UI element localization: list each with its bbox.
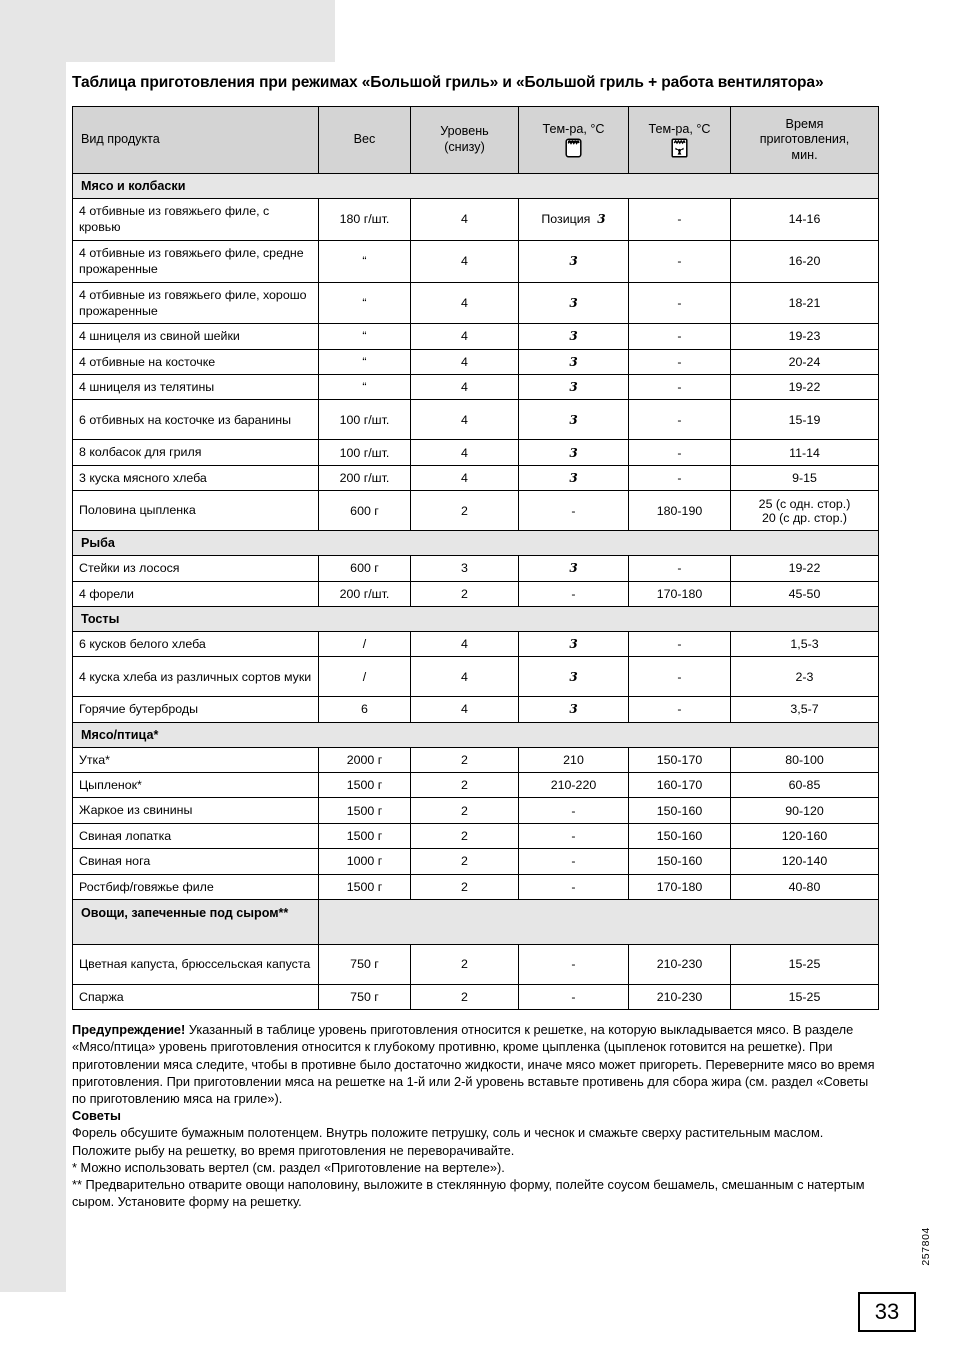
table-row xyxy=(73,349,879,374)
column-header-temp-grill xyxy=(519,107,629,174)
cell-temp-grill-fan: 150-160 xyxy=(629,823,731,848)
table-section-label: Мясо и колбаски xyxy=(73,174,879,199)
warning-text: Указанный в таблице уровень приготовления относится к решетке, на которую выкладывается мясо. В разделе «Мясо/птица» уровень приготовления относится к глубокому противню, кроме цыпленка (цыпленок готовится на решетке). При приготовлении мяса следите, чтобы в противне было достаточно жидкости, иначе мясо может пригореть. Переверните мясо во время приготовления. При приготовлении мяса на решетке на 1-й или 2-й уровень вставьте противень для сбора жира (см. раздел «Советы по приготовлению мяса на гриле»). xyxy=(72,1022,875,1107)
cell-time: 11-14 xyxy=(731,440,879,465)
cell-weight: 180 г/шт. xyxy=(319,199,411,241)
cell-temp-grill: - xyxy=(519,984,629,1009)
cell-product-name: Спаржа xyxy=(73,984,319,1009)
cell-product-name: 4 форели xyxy=(73,581,319,606)
grill-position-glyph: 3 xyxy=(569,254,578,269)
column-header-product: Вид продукта xyxy=(73,107,319,174)
cell-temp-grill: - xyxy=(519,849,629,874)
cell-weight: “ xyxy=(319,375,411,400)
cell-time: 19-23 xyxy=(731,324,879,349)
cell-product-name: 4 отбивные из говяжьего филе, с кровью xyxy=(73,199,319,241)
cell-product-name: 4 шницеля из свиной шейки xyxy=(73,324,319,349)
cell-product-name: Жаркое из свинины xyxy=(73,798,319,823)
cell-time: 18-21 xyxy=(731,282,879,324)
cell-weight: 1500 г xyxy=(319,823,411,848)
cell-time: 60-85 xyxy=(731,773,879,798)
cell-temp-grill-fan: - xyxy=(629,324,731,349)
cell-product-name: 6 кусков белого хлеба xyxy=(73,631,319,656)
cell-weight: 600 г xyxy=(319,491,411,531)
cell-product-name: Свиная лопатка xyxy=(73,823,319,848)
cell-time: 3,5-7 xyxy=(731,697,879,722)
table-row xyxy=(73,400,879,440)
table-row xyxy=(73,874,879,899)
cell-level: 2 xyxy=(411,491,519,531)
table-row xyxy=(73,773,879,798)
cell-temp-grill-fan: - xyxy=(629,631,731,656)
grill-position-label xyxy=(569,670,577,684)
cell-time: 14-16 xyxy=(731,199,879,241)
column-header-temp-grill-fan-label: Тем-ра, °C xyxy=(648,122,711,137)
cell-product-name: Утка* xyxy=(73,747,319,772)
table-row xyxy=(73,491,879,531)
cell-temp-grill-fan: 170-180 xyxy=(629,874,731,899)
cell-level: 4 xyxy=(411,282,519,324)
cell-weight: “ xyxy=(319,349,411,374)
table-row xyxy=(73,324,879,349)
tips-label: Советы xyxy=(72,1108,121,1124)
grill-position-glyph: 3 xyxy=(569,669,578,684)
cell-temp-grill xyxy=(519,440,629,465)
cell-time-line1: 25 (с одн. стор.) xyxy=(758,496,851,511)
cooking-table xyxy=(72,106,879,1010)
cell-product-name: 6 отбивных на косточке из баранины xyxy=(73,400,319,440)
cell-temp-grill-fan: - xyxy=(629,282,731,324)
table-section-label: Рыба xyxy=(73,531,879,556)
grill-position-glyph: 3 xyxy=(569,561,578,576)
cell-temp-grill-fan: 150-160 xyxy=(629,849,731,874)
table-section-label: Овощи, запеченные под сыром** xyxy=(73,899,319,944)
table-row xyxy=(73,697,879,722)
grill-position-glyph: 3 xyxy=(569,412,578,427)
table-body xyxy=(73,174,879,1010)
page-number: 33 xyxy=(858,1292,916,1332)
cell-weight: / xyxy=(319,657,411,697)
cell-time: 15-25 xyxy=(731,984,879,1009)
cell-level: 2 xyxy=(411,773,519,798)
document-code: 257804 xyxy=(920,1227,932,1266)
table-section-header xyxy=(73,531,879,556)
cell-weight: 6 xyxy=(319,697,411,722)
cell-product-name: Цветная капуста, брюссельская капуста xyxy=(73,944,319,984)
cell-temp-grill: 210-220 xyxy=(519,773,629,798)
cell-temp-grill xyxy=(519,199,629,241)
grill-position-label xyxy=(569,413,577,427)
cell-time: 120-160 xyxy=(731,823,879,848)
cell-time: 19-22 xyxy=(731,375,879,400)
cell-product-name: 4 шницеля из телятины xyxy=(73,375,319,400)
cell-level: 4 xyxy=(411,697,519,722)
table-section-header xyxy=(73,174,879,199)
cell-temp-grill-fan: - xyxy=(629,400,731,440)
cell-level: 2 xyxy=(411,581,519,606)
cell-product-name: 4 отбивные из говяжьего филе, хорошо прожаренные xyxy=(73,282,319,324)
table-row xyxy=(73,823,879,848)
cell-level: 2 xyxy=(411,874,519,899)
cell-time: 80-100 xyxy=(731,747,879,772)
cell-weight: 1500 г xyxy=(319,874,411,899)
cell-level: 4 xyxy=(411,657,519,697)
cell-temp-grill-fan: - xyxy=(629,199,731,241)
cell-temp-grill-fan: - xyxy=(629,375,731,400)
cell-product-name: 4 отбивные из говяжьего филе, средне прожаренные xyxy=(73,240,319,282)
grill-position-glyph: 3 xyxy=(597,212,606,227)
cell-time: 45-50 xyxy=(731,581,879,606)
cell-temp-grill-fan: 150-170 xyxy=(629,747,731,772)
cell-level: 4 xyxy=(411,465,519,490)
cell-level: 4 xyxy=(411,375,519,400)
table-row xyxy=(73,282,879,324)
cell-level: 3 xyxy=(411,556,519,581)
cell-temp-grill xyxy=(519,324,629,349)
warning-paragraph xyxy=(72,1021,878,1107)
column-header-level-line1: Уровень xyxy=(440,124,489,139)
table-row xyxy=(73,375,879,400)
grill-position-glyph: 3 xyxy=(569,702,578,717)
table-row xyxy=(73,199,879,241)
footnote-two: ** Предварительно отварите овощи наполовину, выложите в стеклянную форму, полейте соусом бешамель, смешанным с натертым сыром. Установите форму на решетку. xyxy=(72,1177,865,1210)
grill-position-glyph: 3 xyxy=(569,470,578,485)
table-row xyxy=(73,798,879,823)
cell-temp-grill-fan: - xyxy=(629,240,731,282)
cell-level: 4 xyxy=(411,240,519,282)
table-row xyxy=(73,465,879,490)
grill-position-glyph: 3 xyxy=(569,637,578,652)
cell-temp-grill-fan: 150-160 xyxy=(629,798,731,823)
cell-level: 2 xyxy=(411,823,519,848)
cell-level: 2 xyxy=(411,798,519,823)
cell-temp-grill: - xyxy=(519,874,629,899)
table-row xyxy=(73,849,879,874)
table-row xyxy=(73,984,879,1009)
cell-time: 20-24 xyxy=(731,349,879,374)
cell-product-name: Половина цыпленка xyxy=(73,491,319,531)
grill-position-glyph: 3 xyxy=(569,445,578,460)
column-header-time-line1: Время xyxy=(785,116,824,131)
cell-temp-grill-fan: - xyxy=(629,556,731,581)
cell-level: 2 xyxy=(411,944,519,984)
grill-position-label xyxy=(569,637,577,651)
cell-temp-grill-fan: - xyxy=(629,465,731,490)
cell-temp-grill: - xyxy=(519,491,629,531)
column-header-weight: Вес xyxy=(319,107,411,174)
cell-product-name: Ростбиф/говяжье филе xyxy=(73,874,319,899)
cell-level: 4 xyxy=(411,400,519,440)
column-header-level xyxy=(411,107,519,174)
warning-label: Предупреждение! xyxy=(72,1022,186,1038)
cell-time: 90-120 xyxy=(731,798,879,823)
table-section-header xyxy=(73,722,879,747)
cell-temp-grill xyxy=(519,631,629,656)
cell-temp-grill xyxy=(519,349,629,374)
table-row xyxy=(73,440,879,465)
column-header-temp-grill-fan xyxy=(629,107,731,174)
cell-product-name: Цыпленок* xyxy=(73,773,319,798)
grill-position-label xyxy=(569,329,577,343)
grill-position-label xyxy=(569,254,577,268)
cell-product-name: 4 отбивные на косточке xyxy=(73,349,319,374)
grill-position-label xyxy=(569,446,577,460)
cell-time: 40-80 xyxy=(731,874,879,899)
column-header-time-line3: мин. xyxy=(791,147,818,162)
cell-temp-grill: - xyxy=(519,798,629,823)
cell-weight: 1000 г xyxy=(319,849,411,874)
cell-temp-grill-fan: - xyxy=(629,697,731,722)
cell-weight: “ xyxy=(319,240,411,282)
cell-weight: “ xyxy=(319,282,411,324)
cell-weight: 1500 г xyxy=(319,798,411,823)
cell-temp-grill xyxy=(519,282,629,324)
cell-product-name: 4 куска хлеба из различных сортов муки xyxy=(73,657,319,697)
cell-temp-grill xyxy=(519,465,629,490)
decorative-margin-left xyxy=(0,0,66,1292)
cell-product-name: Свиная нога xyxy=(73,849,319,874)
grill-position-label xyxy=(569,355,577,369)
cell-weight: / xyxy=(319,631,411,656)
table-section-label: Мясо/птица* xyxy=(73,722,879,747)
grill-fan-icon xyxy=(671,138,688,158)
column-header-time-line2: приготовления, xyxy=(759,132,850,147)
cell-temp-grill xyxy=(519,556,629,581)
page-content xyxy=(72,72,878,1210)
grill-position-label xyxy=(541,212,605,226)
grill-position-glyph: 3 xyxy=(569,380,578,395)
cell-temp-grill xyxy=(519,240,629,282)
cell-weight: 200 г/шт. xyxy=(319,581,411,606)
grill-position-label xyxy=(569,561,577,575)
table-row xyxy=(73,657,879,697)
table-row xyxy=(73,556,879,581)
cell-time-line2: 20 (с др. стор.) xyxy=(761,510,848,525)
cell-temp-grill-fan: - xyxy=(629,440,731,465)
cell-weight: 1500 г xyxy=(319,773,411,798)
cell-weight: 750 г xyxy=(319,944,411,984)
cell-time: 15-19 xyxy=(731,400,879,440)
cell-temp-grill xyxy=(519,375,629,400)
cell-temp-grill-fan: 210-230 xyxy=(629,944,731,984)
cell-temp-grill-fan: 170-180 xyxy=(629,581,731,606)
cell-weight: 750 г xyxy=(319,984,411,1009)
cell-temp-grill: 210 xyxy=(519,747,629,772)
cell-weight: 100 г/шт. xyxy=(319,440,411,465)
grill-position-label xyxy=(569,296,577,310)
grill-icon xyxy=(565,138,582,158)
cell-level: 4 xyxy=(411,440,519,465)
cell-time: 120-140 xyxy=(731,849,879,874)
tips-text: Форель обсушите бумажным полотенцем. Внутрь положите петрушку, соль и чеснок и смажьте сверху растительным маслом. Положите рыбу на решетку, во время приготовления не переворачивайте. xyxy=(72,1125,824,1158)
table-section-label: Тосты xyxy=(73,606,879,631)
cell-time xyxy=(731,491,879,531)
column-header-temp-grill-label: Тем-ра, °C xyxy=(542,122,605,137)
cell-time: 2-3 xyxy=(731,657,879,697)
grill-position-prefix: Позиция xyxy=(541,212,598,227)
cell-temp-grill-fan: 160-170 xyxy=(629,773,731,798)
grill-position-glyph: 3 xyxy=(569,295,578,310)
cell-temp-grill: - xyxy=(519,944,629,984)
cell-level: 2 xyxy=(411,849,519,874)
cell-level: 4 xyxy=(411,349,519,374)
grill-position-label xyxy=(569,702,577,716)
cell-weight: 600 г xyxy=(319,556,411,581)
column-header-time xyxy=(731,107,879,174)
cell-level: 2 xyxy=(411,984,519,1009)
cell-level: 4 xyxy=(411,199,519,241)
cell-weight: 2000 г xyxy=(319,747,411,772)
table-section-header xyxy=(73,899,879,944)
notes-block xyxy=(72,1021,878,1210)
table-row xyxy=(73,581,879,606)
cell-product-name: 8 колбасок для гриля xyxy=(73,440,319,465)
cell-weight: “ xyxy=(319,324,411,349)
footnote-one: * Можно использовать вертел (см. раздел «Приготовление на вертеле»). xyxy=(72,1159,505,1175)
table-header xyxy=(73,107,879,174)
cell-temp-grill-fan: 210-230 xyxy=(629,984,731,1009)
table-row xyxy=(73,747,879,772)
table-row xyxy=(73,631,879,656)
cell-weight: 200 г/шт. xyxy=(319,465,411,490)
cell-temp-grill xyxy=(519,657,629,697)
cell-product-name: Стейки из лосося xyxy=(73,556,319,581)
cell-temp-grill-fan: 180-190 xyxy=(629,491,731,531)
cell-temp-grill-fan: - xyxy=(629,349,731,374)
cell-time: 19-22 xyxy=(731,556,879,581)
column-header-level-line2: (снизу) xyxy=(444,140,485,154)
table-row xyxy=(73,944,879,984)
cell-temp-grill: - xyxy=(519,581,629,606)
cell-temp-grill xyxy=(519,697,629,722)
table-section-filler xyxy=(319,899,879,944)
table-section-header xyxy=(73,606,879,631)
cell-weight: 100 г/шт. xyxy=(319,400,411,440)
cell-time: 1,5-3 xyxy=(731,631,879,656)
cell-temp-grill xyxy=(519,400,629,440)
table-row xyxy=(73,240,879,282)
cell-product-name: Горячие бутерброды xyxy=(73,697,319,722)
cell-level: 4 xyxy=(411,631,519,656)
cell-product-name: 3 куска мясного хлеба xyxy=(73,465,319,490)
cell-level: 4 xyxy=(411,324,519,349)
cell-time: 9-15 xyxy=(731,465,879,490)
cell-level: 2 xyxy=(411,747,519,772)
cell-temp-grill-fan: - xyxy=(629,657,731,697)
grill-position-label xyxy=(569,380,577,394)
cell-temp-grill: - xyxy=(519,823,629,848)
cell-time: 15-25 xyxy=(731,944,879,984)
grill-position-glyph: 3 xyxy=(569,354,578,369)
grill-position-label xyxy=(569,471,577,485)
page-title: Таблица приготовления при режимах «Большой гриль» и «Большой гриль + работа вентилятора» xyxy=(72,74,824,91)
grill-position-glyph: 3 xyxy=(569,329,578,344)
cell-time: 16-20 xyxy=(731,240,879,282)
